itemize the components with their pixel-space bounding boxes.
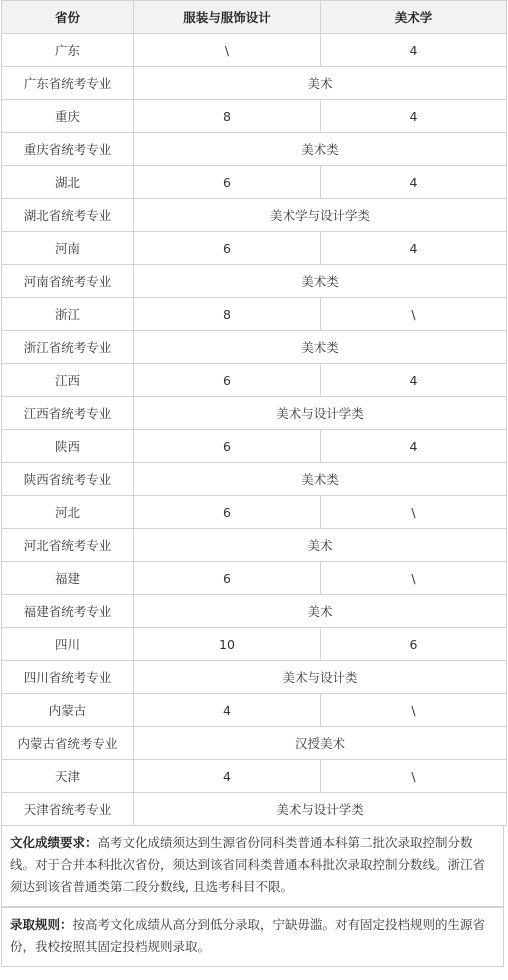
province-cell: 内蒙古 xyxy=(2,694,134,727)
exam-label-cell: 陕西省统考专业 xyxy=(2,463,134,496)
table-row xyxy=(2,232,507,265)
culture-requirement-text: 高考文化成绩须达到生源省份同科类普通本科第二批次录取控制分数线。对于合并本科批次省份，须达到该省同科类普通本科批次录取控制分数线。浙江省须达到该省普通类第二段分数线, 且选考科目不限。 xyxy=(10,835,486,894)
exam-category-cell: 美术类 xyxy=(134,463,507,496)
table-row xyxy=(2,331,507,364)
fine-arts-count-cell: \ xyxy=(321,694,507,727)
table-row xyxy=(2,166,507,199)
table-header-row xyxy=(2,1,507,34)
province-cell: 湖北 xyxy=(2,166,134,199)
table-row xyxy=(2,760,507,793)
exam-category-cell: 美术与设计学类 xyxy=(134,397,507,430)
province-cell: 江西 xyxy=(2,364,134,397)
fashion-design-count-cell: 6 xyxy=(134,364,321,397)
table-row xyxy=(2,298,507,331)
exam-category-cell: 美术与设计学类 xyxy=(134,793,507,826)
fashion-design-count-cell: 4 xyxy=(134,760,321,793)
fine-arts-count-cell: \ xyxy=(321,496,507,529)
table-row xyxy=(2,496,507,529)
exam-category-cell: 汉授美术 xyxy=(134,727,507,760)
province-cell: 四川 xyxy=(2,628,134,661)
fashion-design-count-cell: 6 xyxy=(134,232,321,265)
fashion-design-count-cell: 10 xyxy=(134,628,321,661)
table-row xyxy=(2,529,507,562)
culture-requirement-note xyxy=(1,826,504,907)
table-row xyxy=(2,595,507,628)
table-row xyxy=(2,727,507,760)
fine-arts-count-cell: 4 xyxy=(321,364,507,397)
fine-arts-count-cell: 4 xyxy=(321,232,507,265)
admission-rule-text: 按高考文化成绩从高分到低分录取，宁缺毋滥。对有固定投档规则的生源省份，我校按照其固定投档规则录取。 xyxy=(10,917,486,954)
exam-label-cell: 福建省统考专业 xyxy=(2,595,134,628)
fine-arts-count-cell: 4 xyxy=(321,100,507,133)
fine-arts-count-cell: \ xyxy=(321,298,507,331)
province-cell: 广东 xyxy=(2,34,134,67)
exam-category-cell: 美术 xyxy=(134,595,507,628)
header-province: 省份 xyxy=(2,1,134,34)
exam-label-cell: 江西省统考专业 xyxy=(2,397,134,430)
table-body xyxy=(2,34,507,826)
fashion-design-count-cell: 8 xyxy=(134,298,321,331)
table-row xyxy=(2,562,507,595)
header-fine-arts: 美术学 xyxy=(321,1,507,34)
fashion-design-count-cell: 6 xyxy=(134,496,321,529)
province-cell: 河南 xyxy=(2,232,134,265)
exam-category-cell: 美术与设计类 xyxy=(134,661,507,694)
exam-category-cell: 美术类 xyxy=(134,331,507,364)
admission-rule-title: 录取规则： xyxy=(10,917,73,932)
table-row xyxy=(2,364,507,397)
table-row xyxy=(2,694,507,727)
table-row xyxy=(2,67,507,100)
exam-category-cell: 美术 xyxy=(134,67,507,100)
exam-label-cell: 内蒙古省统考专业 xyxy=(2,727,134,760)
admission-rule-note xyxy=(1,907,504,967)
table-row xyxy=(2,133,507,166)
fine-arts-count-cell: 4 xyxy=(321,166,507,199)
exam-category-cell: 美术 xyxy=(134,529,507,562)
table-row xyxy=(2,430,507,463)
fine-arts-count-cell: 4 xyxy=(321,34,507,67)
fashion-design-count-cell: \ xyxy=(134,34,321,67)
exam-category-cell: 美术类 xyxy=(134,133,507,166)
table-row xyxy=(2,793,507,826)
table-row xyxy=(2,463,507,496)
table-row xyxy=(2,100,507,133)
exam-label-cell: 四川省统考专业 xyxy=(2,661,134,694)
table-row xyxy=(2,199,507,232)
admissions-table xyxy=(1,0,507,826)
table-row xyxy=(2,265,507,298)
province-cell: 陕西 xyxy=(2,430,134,463)
exam-category-cell: 美术类 xyxy=(134,265,507,298)
province-cell: 福建 xyxy=(2,562,134,595)
table-row xyxy=(2,628,507,661)
table-row xyxy=(2,661,507,694)
fashion-design-count-cell: 8 xyxy=(134,100,321,133)
exam-label-cell: 河南省统考专业 xyxy=(2,265,134,298)
province-cell: 天津 xyxy=(2,760,134,793)
exam-label-cell: 重庆省统考专业 xyxy=(2,133,134,166)
fashion-design-count-cell: 6 xyxy=(134,430,321,463)
exam-label-cell: 天津省统考专业 xyxy=(2,793,134,826)
province-cell: 浙江 xyxy=(2,298,134,331)
header-fashion-design: 服装与服饰设计 xyxy=(134,1,321,34)
table-row xyxy=(2,397,507,430)
exam-label-cell: 广东省统考专业 xyxy=(2,67,134,100)
province-cell: 河北 xyxy=(2,496,134,529)
fashion-design-count-cell: 4 xyxy=(134,694,321,727)
exam-label-cell: 湖北省统考专业 xyxy=(2,199,134,232)
fine-arts-count-cell: \ xyxy=(321,760,507,793)
exam-category-cell: 美术学与设计学类 xyxy=(134,199,507,232)
fine-arts-count-cell: 4 xyxy=(321,430,507,463)
fine-arts-count-cell: 6 xyxy=(321,628,507,661)
exam-label-cell: 河北省统考专业 xyxy=(2,529,134,562)
exam-label-cell: 浙江省统考专业 xyxy=(2,331,134,364)
fashion-design-count-cell: 6 xyxy=(134,562,321,595)
fashion-design-count-cell: 6 xyxy=(134,166,321,199)
culture-requirement-title: 文化成绩要求： xyxy=(10,835,98,850)
table-row xyxy=(2,34,507,67)
province-cell: 重庆 xyxy=(2,100,134,133)
fine-arts-count-cell: \ xyxy=(321,562,507,595)
